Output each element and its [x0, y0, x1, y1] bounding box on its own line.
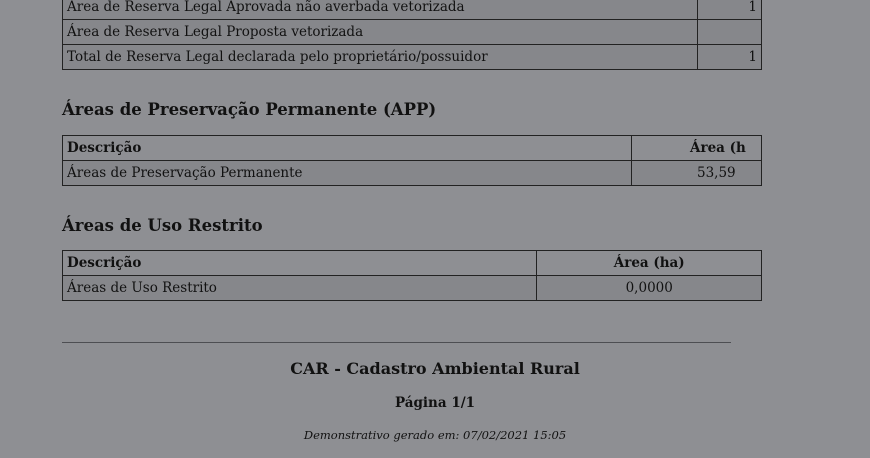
app-table — [62, 135, 762, 186]
table-row — [63, 276, 762, 301]
row-area: 53,59 — [632, 161, 762, 186]
header-description: Descrição — [63, 136, 632, 161]
reserva-legal-table — [62, 0, 762, 70]
header-area: Área (h — [632, 136, 762, 161]
table-header-row — [63, 251, 762, 276]
table-row — [63, 45, 762, 70]
footer-title: CAR - Cadastro Ambiental Rural — [290, 359, 580, 378]
page-number: Página 1/1 — [394, 395, 476, 411]
uso-restrito-section-title: Áreas de Uso Restrito — [62, 216, 263, 235]
row-value: 1 — [698, 45, 762, 70]
table-row — [63, 0, 762, 20]
row-description: Área de Reserva Legal Proposta vetorizada — [63, 20, 698, 45]
app-section-title: Áreas de Preservação Permanente (APP) — [62, 100, 437, 119]
header-description: Descrição — [63, 251, 537, 276]
row-description: Áreas de Preservação Permanente — [63, 161, 632, 186]
row-area: 0,0000 — [537, 276, 762, 301]
footer-divider — [62, 342, 731, 343]
generated-timestamp: Demonstrativo gerado em: 07/02/2021 15:05 — [303, 428, 567, 442]
row-value: 1 — [698, 0, 762, 20]
header-area: Área (ha) — [537, 251, 762, 276]
table-row — [63, 161, 762, 186]
row-description: Área de Reserva Legal Aprovada não averbada vetorizada — [63, 0, 698, 20]
row-description: Áreas de Uso Restrito — [63, 276, 537, 301]
uso-restrito-table — [62, 250, 762, 301]
table-header-row — [63, 136, 762, 161]
row-value — [698, 20, 762, 45]
row-description: Total de Reserva Legal declarada pelo proprietário/possuidor — [63, 45, 698, 70]
table-row — [63, 20, 762, 45]
